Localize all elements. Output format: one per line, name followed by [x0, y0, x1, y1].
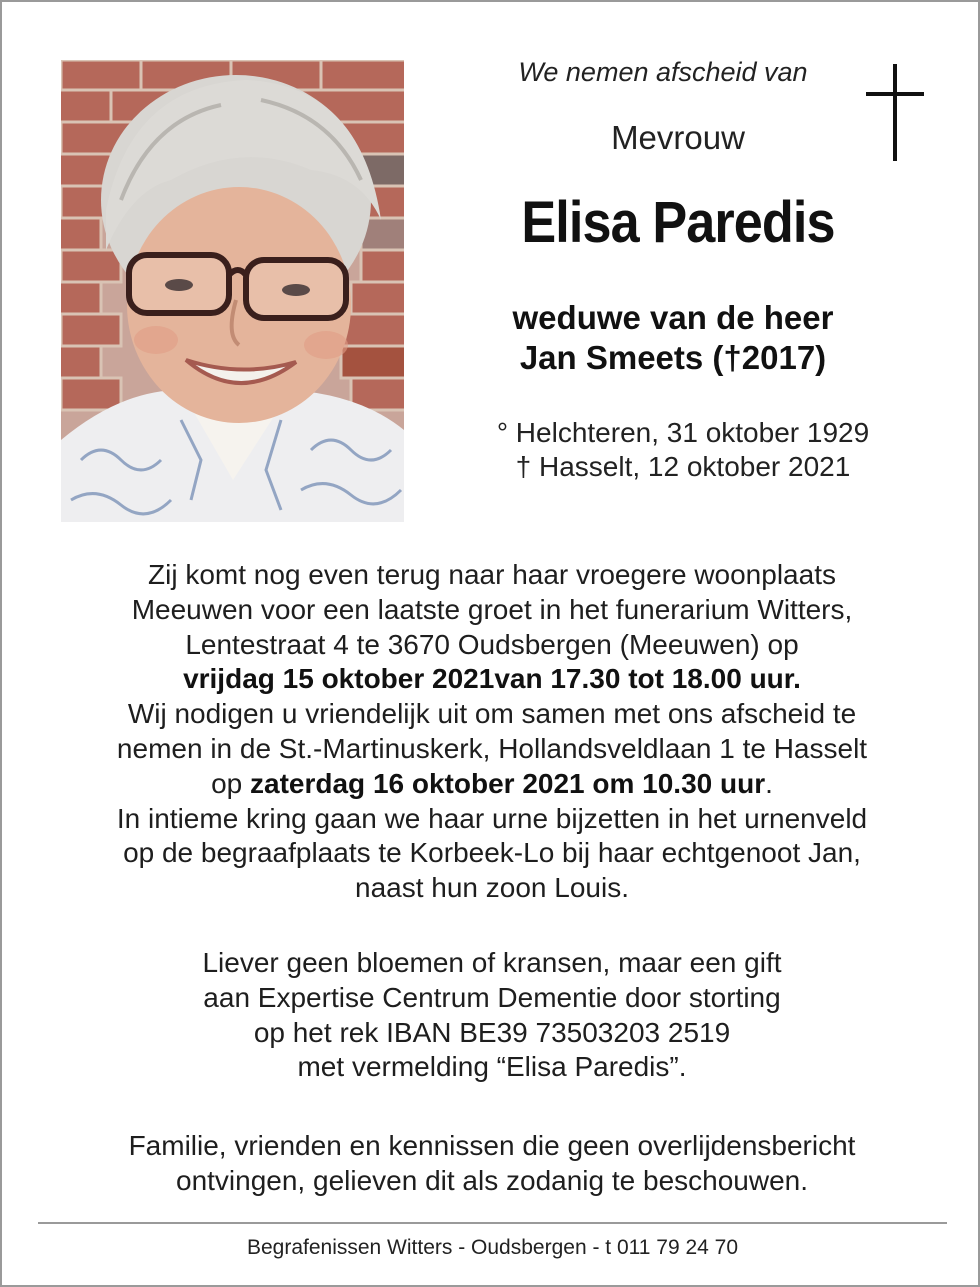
honorific: Mevrouw — [611, 119, 745, 156]
ceremony-paragraph — [32, 558, 952, 906]
portrait-photo — [61, 60, 404, 522]
text-line: nemen in de St.-Martinuskerk, Hollandsveldlaan 1 te Hasselt — [116, 732, 868, 764]
death-date: † Hasselt, 12 oktober 2021 — [515, 451, 851, 482]
text-line: Liever geen bloemen of kransen, maar een gift — [202, 947, 782, 978]
spouse-line-2: Jan Smeets (†2017) — [519, 339, 827, 376]
funeral-home-footer: Begrafenissen Witters - Oudsbergen - t 011 79 24 70 — [246, 1236, 739, 1259]
text-line: In intieme kring gaan we haar urne bijzetten in het urnenveld — [116, 802, 868, 834]
spouse-line-1: weduwe van de heer — [512, 299, 834, 336]
birth-date: ° Helchteren, 31 oktober 1929 — [496, 417, 870, 448]
text-line: Lentestraat 4 te 3670 Oudsbergen (Meeuwen) op — [185, 628, 799, 660]
text-line: aan Expertise Centrum Dementie door storting — [203, 981, 781, 1013]
text-line: op het rek IBAN BE39 73503203 2519 — [253, 1016, 731, 1048]
funeral-date: zaterdag 16 oktober 2021 om 10.30 uur — [250, 767, 766, 799]
divider — [38, 1222, 947, 1224]
text-line: Zij komt nog even terug naar haar vroegere woonplaats — [148, 559, 836, 590]
notice-paragraph — [32, 1129, 952, 1199]
spouse-info — [448, 298, 898, 378]
text-line: Familie, vrienden en kennissen die geen overlijdensbericht — [128, 1130, 856, 1161]
donation-paragraph — [32, 946, 952, 1085]
deceased-name: Elisa Paredis — [521, 190, 835, 255]
intro-text: We nemen afscheid van — [518, 57, 808, 87]
text-line: Meeuwen voor een laatste groet in het funerarium Witters, — [131, 593, 853, 625]
visitation-date: vrijdag 15 oktober 2021van 17.30 tot 18.00 uur. — [183, 663, 801, 695]
text-line: met vermelding “Elisa Paredis”. — [297, 1051, 687, 1083]
text-line: naast hun zoon Louis. — [355, 872, 629, 904]
life-dates — [448, 416, 918, 484]
text-line: op de begraafplaats te Korbeek-Lo bij haar echtgenoot Jan, — [123, 837, 861, 869]
text-line: op zaterdag 16 oktober 2021 om 10.30 uur. — [211, 767, 773, 799]
text-line — [32, 662, 952, 697]
text-line: Wij nodigen u vriendelijk uit om samen met ons afscheid te — [127, 698, 857, 730]
text-line: ontvingen, gelieven dit als zodanig te beschouwen. — [176, 1164, 808, 1196]
